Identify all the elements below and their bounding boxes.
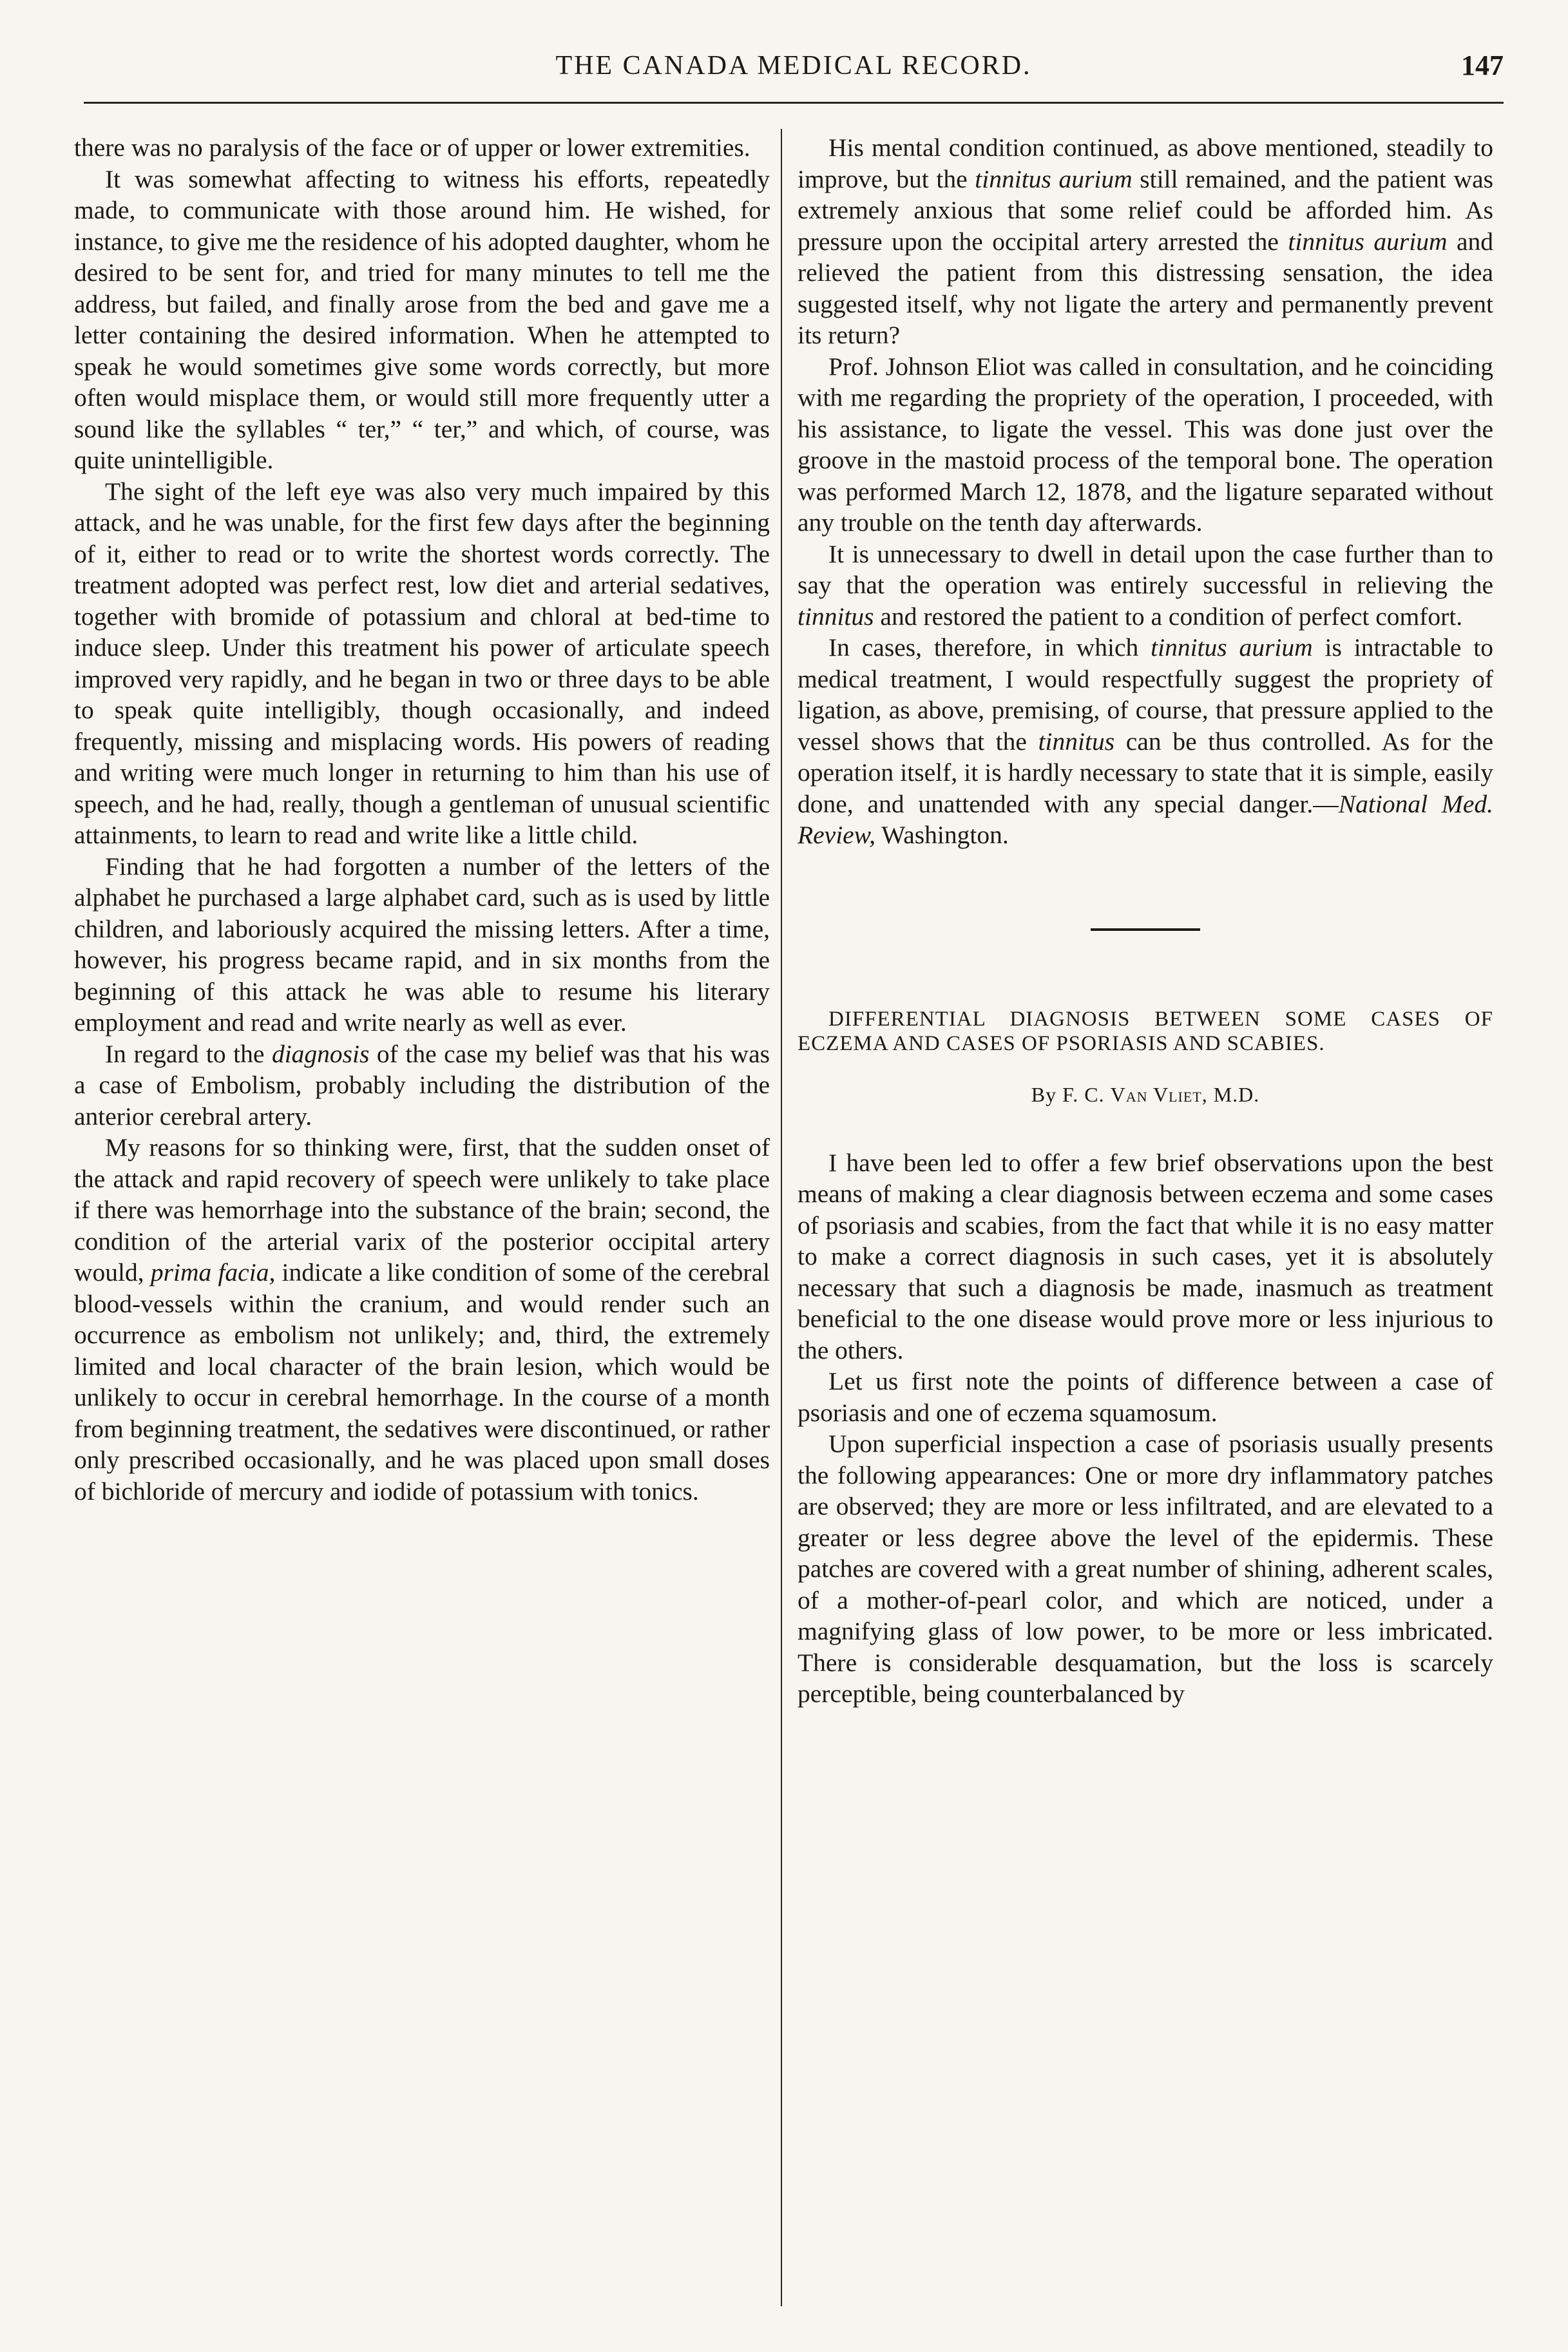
italic-run: National Med. Review, (798, 789, 1493, 849)
paragraph: I have been led to offer a few brief observations upon the best means of making a clear diagnosis between eczema and some cases of psoriasis and scabies, from the fact that while it is no easy matter to make a correct diagnosis in such cases, yet it is absolutely necessary that such a diagnosis be made, inasmuch as treatment beneficial to the one disease would prove more or less injurious to the others. (798, 1148, 1493, 1364)
running-head (84, 45, 1504, 97)
paragraph: The sight of the left eye was also very much impaired by this attack, and he was unable, for the first few days after the beginning of it, either to read or to write the shortest words correctly. The treatment adopted was perfect rest, low diet and arterial sedatives, together with bromide of potassium and chloral at bed-time to induce sleep. Under this treatment his power of articulate speech improved very rapidly, and he began in two or three days to be able to speak quite intelligibly, though occasionally, and indeed frequently, missing and misplacing words. His powers of reading and writing were much longer in returning to him than his use of speech, and he had, really, though a gentleman of unusual scientific attainments, to learn to read and write like a little child. (74, 477, 770, 849)
byline-prefix: By F. C. (1031, 1082, 1111, 1106)
italic-run: tinnitus aurium (1288, 227, 1448, 256)
text-run: In regard to the (105, 1039, 272, 1068)
text-run: and restored the patient to a condition of perfect comfort. (874, 602, 1463, 631)
paragraph: Let us first note the points of difference between a case of psoriasis and one of eczema squamosum. (798, 1367, 1493, 1427)
paragraph: Upon superficial inspection a case of psoriasis usually presents the following appearances: One or more dry inflammatory patches are observed; they are more or less infiltrated, and are elevated to a greater or less degree above the level of the epidermis. These patches are covered with a great number of shining, adherent scales, of a mother-of-pearl color, and which are noticed, under a magnifying glass of low power, to be more or less imbricated. There is considerable desquamation, but the loss is scarcely perceptible, being counterbalanced by (798, 1429, 1493, 1708)
text-run: In cases, therefore, in which (828, 633, 1151, 662)
paragraph (798, 132, 1493, 351)
byline-suffix: M.D. (1207, 1082, 1260, 1106)
text-run: My reasons for so thinking were, first, that the sudden onset of the attack and rapid recovery of speech were unlikely to take place if there was hemorrhage into the substance of the brain; second, the condition of the arterial varix of the posterior occipital artery would, (74, 1133, 770, 1286)
paragraph (798, 632, 1493, 851)
paragraph: It was somewhat affecting to witness his efforts, repeatedly made, to communicate with those around him. He wished, for instance, to give me the residence of his adopted daughter, whom he desired to be sent for, and tried for many minutes to tell me the address, but failed, and finally arose from the bed and gave me a letter containing the desired information. When he attempted to speak he would sometimes give some words correctly, but more often would misplace them, or would still more frequently utter a sound like the syllables “ ter,” “ ter,” and which, of course, was quite unintelligible. (74, 164, 770, 474)
author-name: Van Vliet, (1110, 1082, 1208, 1106)
text-run: His mental condition continued, as above mentioned, steadily to improve, but the (798, 133, 1493, 193)
running-title: THE CANADA MEDICAL RECORD. (555, 51, 1032, 81)
text-run: and relieved the patient from this distressing sensation, the idea suggested itself, why not ligate the artery and permanently prevent its return? (798, 227, 1493, 349)
italic-run: prima facia, (150, 1258, 276, 1286)
text-run: of the case my belief was that his was a case of Embolism, probably including the distribution of the anterior cerebral artery. (74, 1039, 770, 1131)
paragraph (74, 1132, 770, 1507)
right-column (798, 132, 1493, 1710)
column-divider (781, 129, 782, 2306)
article-title: DIFFERENTIAL DIAGNOSIS BETWEEN SOME CASES OF ECZEMA AND CASES OF PSORIASIS AND SCABIES. (798, 1007, 1493, 1055)
italic-run: tinnitus aurium (1151, 633, 1313, 662)
paragraph: Prof. Johnson Eliot was called in consultation, and he coinciding with me regarding the propriety of the operation, I proceeded, with his assistance, to ligate the vessel. This was done just over the groove in the mastoid process of the temporal bone. The operation was performed March 12, 1878, and the ligature separated without any trouble on the tenth day afterwards. (798, 352, 1493, 537)
italic-run: tinnitus (1038, 727, 1115, 756)
paragraph: there was no paralysis of the face or of upper or lower extremities. (74, 133, 751, 162)
page-number: 147 (1461, 50, 1504, 81)
text-run: Washington. (875, 821, 1009, 849)
byline (798, 1082, 1493, 1107)
text-run: It is unnecessary to dwell in detail upon the case further than to say that the operation was entirely successful in relieving the (798, 539, 1493, 599)
italic-run: diagnosis (271, 1039, 370, 1068)
header-rule (84, 102, 1504, 104)
paragraph (798, 539, 1493, 633)
text-run: is intractable to medical treatment, I would respectfully suggest the propriety of ligation, as above, premising, of course, that pressure applied to the vessel shows that the (798, 633, 1493, 756)
text-run: still remained, and the patient was extremely anxious that some relief could be afforded him. As pressure upon the occipital artery arrested the (798, 164, 1493, 256)
left-column (74, 132, 770, 1507)
italic-run: tinnitus aurium (975, 164, 1133, 193)
section-divider (1091, 928, 1200, 931)
text-run: indicate a like condition of some of the cerebral blood-vessels within the cranium, and would render such an occurrence as embolism not unlikely; and, third, the extremely limited and local character of the brain lesion, which would be unlikely to occur in cerebral hemorrhage. In the course of a month from beginning treatment, the sedatives were discontinued, or rather only prescribed occasionally, and he was placed upon small doses of bichloride of mercury and iodide of potassium with tonics. (74, 1258, 770, 1506)
paragraph: Finding that he had forgotten a number of the letters of the alphabet he purchased a large alphabet card, such as is used by little children, and laboriously acquired the missing letters. After a time, however, his progress became rapid, and in six months from the beginning of this attack he was able to resume his literary employment and read and write nearly as well as ever. (74, 852, 770, 1037)
italic-run: tinnitus (798, 602, 874, 631)
text-run: can be thus controlled. As for the operation itself, it is hardly necessary to state that it is simple, easily done, and unattended with any special danger.— (798, 727, 1493, 818)
paragraph (74, 1038, 770, 1133)
